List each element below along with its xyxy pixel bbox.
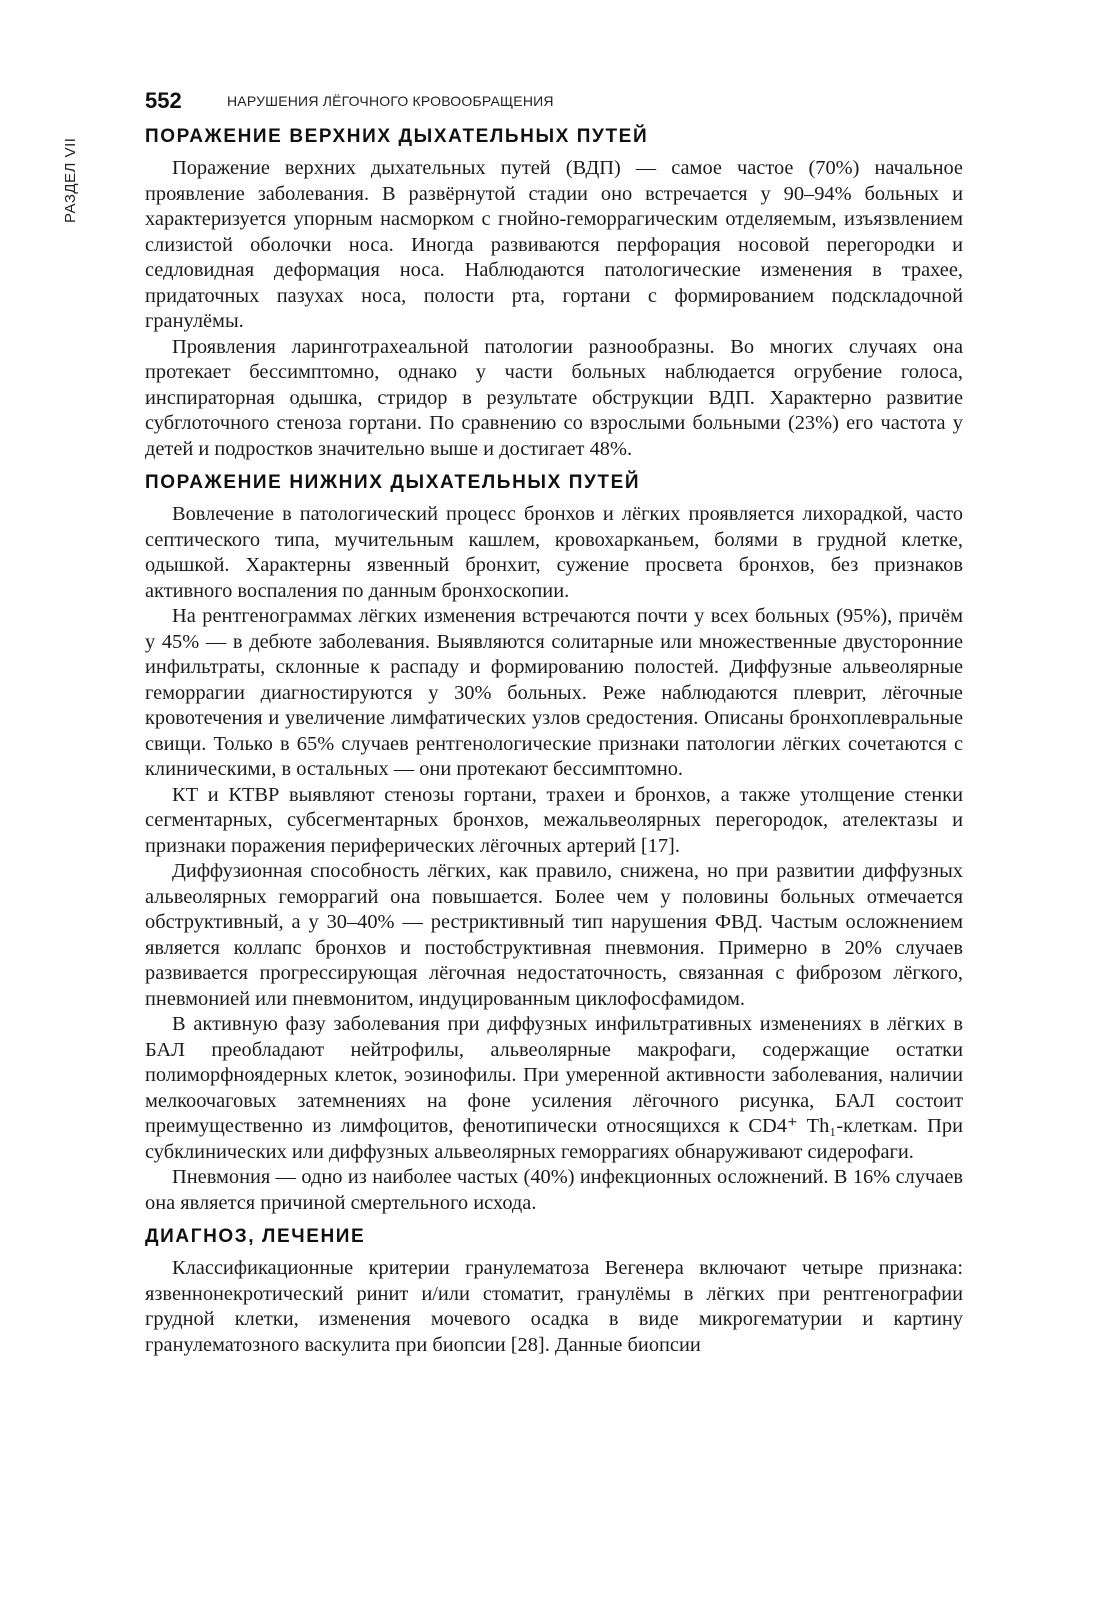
section-side-label: РАЗДЕЛ VII — [62, 138, 79, 224]
paragraph: Вовлечение в патологический процесс бронхов и лёгких проявляется лихорадкой, часто септического типа, мучительным кашлем, кровохарканьем, болями в грудной клетке, одышкой. Характерны язвенный бронхит, сужение просвета бронхов, без признаков активного воспаления по данным бронхоскопии. — [145, 503, 963, 602]
page-content — [145, 124, 963, 1366]
section-upper-airways — [145, 124, 963, 462]
running-title: НАРУШЕНИЯ ЛЁГОЧНОГО КРОВООБРАЩЕНИЯ — [227, 93, 554, 109]
paragraph: Пневмония — одно из наиболее частых (40%) инфекционных осложнений. В 16% случаев она является причиной смертельного исхода. — [145, 1166, 963, 1214]
section-heading: ПОРАЖЕНИЕ ВЕРХНИХ ДЫХАТЕЛЬНЫХ ПУТЕЙ — [145, 126, 649, 147]
section-lower-airways — [145, 470, 963, 1216]
paragraph: Проявления ларинготрахеальной патологии разнообразны. Во многих случаях она протекает бессимптомно, однако у части больных наблюдается огрубение голоса, инспираторная одышка, стридор в результате обструкции ВДП. Характерно развитие субглоточного стеноза гортани. По сравнению со взрослыми больными (23%) его частота у детей и подростков значительно выше и достигает 48%. — [145, 335, 963, 460]
section-diagnosis-treatment — [145, 1224, 963, 1358]
paragraph: Диффузионная способность лёгких, как правило, снижена, но при развитии диффузных альвеолярных геморрагий она повышается. Более чем у половины больных отмечается обструктивный, а у 30–40% — рестриктивный тип нарушения ФВД. Частым осложнением является коллапс бронхов и постобструктивная пневмония. Примерно в 20% случаев развивается прогрессирующая лёгочная недостаточность, связанная с фиброзом лёгкого, пневмонией или пневмонитом, индуцированным циклофосфамидом. — [145, 860, 963, 1010]
section-heading: ПОРАЖЕНИЕ НИЖНИХ ДЫХАТЕЛЬНЫХ ПУТЕЙ — [145, 472, 641, 493]
page-header — [145, 90, 985, 114]
paragraph: В активную фазу заболевания при диффузных инфильтративных изменениях в лёгких в БАЛ преобладают нейтрофилы, альвеолярные макрофаги, содержащие остатки полиморфноядерных клеток, эозинофилы. При умеренной активности заболевания, наличии мелкоочаговых затемнениях на фоне усиления лёгочного рисунка, БАЛ состоит преимущественно из лимфоцитов, фенотипически относящихся к CD4⁺ Th₁-клеткам. При субклинических или диффузных альвеолярных геморрагиях обнаруживают сидерофаги. — [145, 1013, 963, 1163]
page-number: 552 — [145, 88, 182, 113]
paragraph: Поражение верхних дыхательных путей (ВДП) — самое частое (70%) начальное проявление заболевания. В развёрнутой стадии оно встречается у 90–94% больных и характеризуется упорным насморком с гнойно-геморрагическим отделяемым, изъязвлением слизистой оболочки носа. Иногда развиваются перфорация носовой перегородки и седловидная деформация носа. Наблюдаются патологические изменения в трахее, придаточных пазухах носа, полости рта, гортани с формированием подскладочной гранулёмы. — [145, 157, 963, 332]
paragraph: КТ и КТВР выявляют стенозы гортани, трахеи и бронхов, а также утолщение стенки сегментарных, субсегментарных бронхов, межальвеолярных перегородок, ателектазы и признаки поражения периферических лёгочных артерий [17]. — [145, 783, 963, 857]
paragraph: Классификационные критерии гранулематоза Вегенера включают четыре признака: язвеннонекротический ринит и/или стоматит, гранулёмы в лёгких при рентгенографии грудной клетки, изменения мочевого осадка в виде микрогематурии и картину гранулематозного васкулита при биопсии [28]. Данные биопсии — [145, 1257, 963, 1356]
section-heading: ДИАГНОЗ, ЛЕЧЕНИЕ — [145, 1226, 366, 1247]
paragraph: На рентгенограммах лёгких изменения встречаются почти у всех больных (95%), причём у 45% — в дебюте заболевания. Выявляются солитарные или множественные двусторонние инфильтраты, склонные к распаду и формированию полостей. Диффузные альвеолярные геморрагии диагностируются у 30% больных. Реже наблюдаются плеврит, лёгочные кровотечения и увеличение лимфатических узлов средостения. Описаны бронхоплевральные свищи. Только в 65% случаев рентгенологические признаки патологии лёгких сочетаются с клиническими, в остальных — они протекают бессимптомно. — [145, 605, 963, 780]
